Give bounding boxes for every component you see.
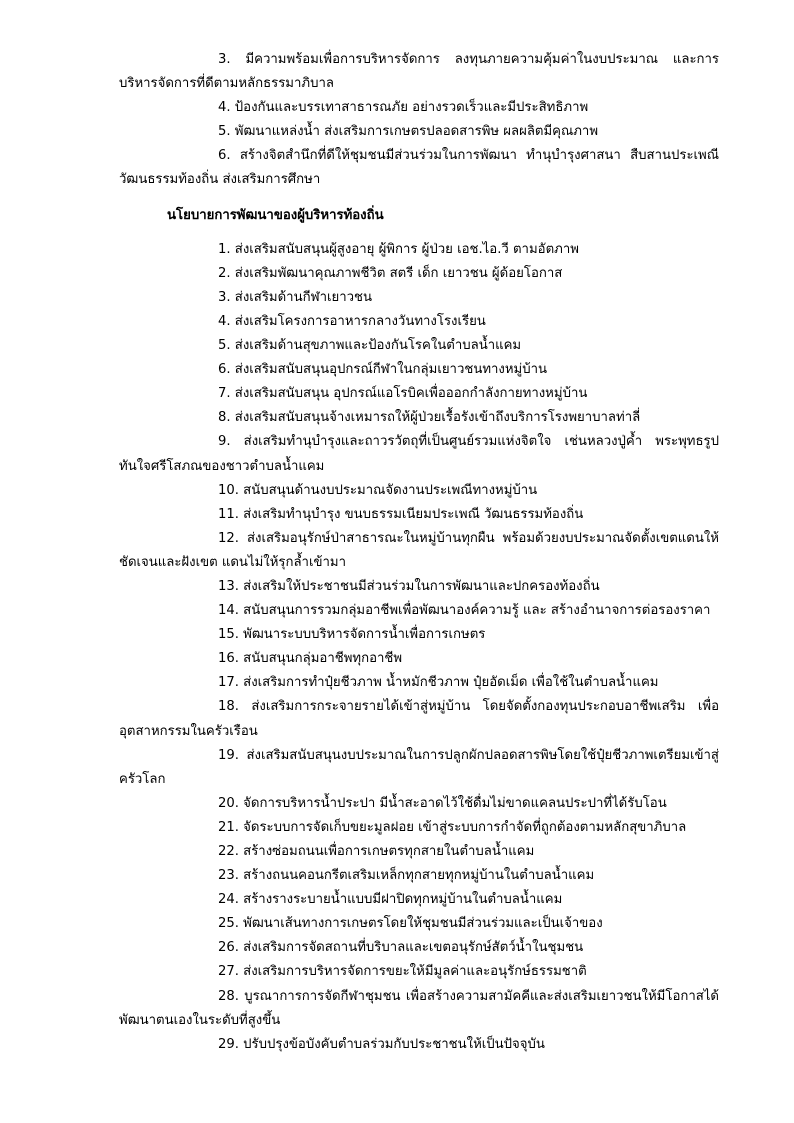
policy-item-14: 14. สนับสนุนการรวมกลุ่มอาชีพเพื่อพัฒนาองค์ความรู้ และ สร้างอำนาจการต่อรองราคา: [218, 603, 711, 619]
policy-item-27: 27. ส่งเสริมการบริหารจัดการขยะให้มีมูลค่าและอนุรักษ์ธรรมชาติ: [218, 964, 587, 980]
policy-item-1: 1. ส่งเสริมสนับสนุนผู้สูงอายุ ผู้พิการ ผู้ป่วย เอช.ไอ.วี ตามอัตภาพ: [218, 241, 579, 257]
policy-item-18: 18. ส่งเสริมการกระจายรายได้เข้าสู่หมู่บ้าน โดยจัดตั้งกองทุนประกอบอาชีพเสริม เพื่ออุตสาหกรรมในครัวเรือน: [119, 699, 719, 739]
policy-item-22: 22. สร้างซ่อมถนนเพื่อการเกษตรทุกสายในตำบลน้ำแคม: [218, 844, 535, 859]
policy-item-13: 13. ส่งเสริมให้ประชาชนมีส่วนร่วมในการพัฒนาและปกครองท้องถิ่น: [218, 578, 600, 594]
policy-item-17: 17. ส่งเสริมการทำปุ๋ยชีวภาพ น้ำหมักชีวภาพ ปุ๋ยอัดเม็ด เพื่อใช้ในตำบลน้ำแคม: [218, 675, 659, 691]
section-heading: นโยบายการพัฒนาของผู้บริหารท้องถิ่น: [167, 207, 384, 223]
policy-item-6: 6. ส่งเสริมสนับสนุนอุปกรณ์กีฬาในกลุ่มเยาวชนทางหมู่บ้าน: [218, 362, 548, 378]
policy-item-15: 15. พัฒนาระบบบริหารจัดการน้ำเพื่อการเกษตร: [218, 627, 486, 643]
policy-item-8: 8. ส่งเสริมสนับสนุนจ้างเหมารถให้ผู้ป่วยเรื้อรังเข้าถึงบริการโรงพยาบาลท่าลี่: [218, 410, 641, 426]
policy-item-3: 3. ส่งเสริมด้านกีฬาเยาวชน: [218, 289, 372, 305]
policy-item-29: 29. ปรับปรุงข้อบังคับตำบลร่วมกับประชาชนให้เป็นปัจจุบัน: [218, 1036, 545, 1052]
policy-item-24: 24. สร้างรางระบายน้ำแบบมีฝาปิดทุกหมู่บ้านในตำบลน้ำแคม: [218, 892, 563, 908]
policy-item-4: 4. ส่งเสริมโครงการอาหารกลางวันทางโรงเรียน: [218, 313, 486, 329]
policy-item-16: 16. สนับสนุนกลุ่มอาชีพทุกอาชีพ: [218, 651, 403, 667]
policy-item-28: 28. บูรณาการการจัดกีฬาชุมชน เพื่อสร้างความสามัคคีและส่งเสริมเยาวชนให้มีโอกาสได้พัฒนาตนเองในระดับที่สูงขึ้น: [119, 988, 719, 1028]
policy-item-9: 9. ส่งเสริมทำนุบำรุงและถาวรวัตถุที่เป็นศูนย์รวมแห่งจิตใจ เช่นหลวงปู่ค้ำ พระพุทธรูปทันใจศรีโสภณของชาวตำบลน้ำแคม: [119, 434, 719, 474]
top-item-3: 3. มีความพร้อมเพื่อการบริหารจัดการ ลงทุนภายความคุ้มค่าในงบประมาณ และการบริหารจัดการที่ดีตามหลักธรรมาภิบาล: [119, 52, 719, 92]
policy-item-12: 12. ส่งเสริมอนุรักษ์ป่าสาธารณะในหมู่บ้านทุกผืน พร้อมด้วยงบประมาณจัดตั้งเขตแดนให้ชัดเจนและฝังเขต แดนไม่ให้รุกล้ำเข้ามา: [119, 530, 719, 570]
policy-item-19: 19. ส่งเสริมสนับสนุนงบประมาณในการปลูกผักปลอดสารพิษโดยใช้ปุ๋ยชีวภาพเตรียมเข้าสู่ครัวโลก: [119, 747, 719, 787]
policy-item-21: 21. จัดระบบการจัดเก็บขยะมูลฝอย เข้าสู่ระบบการกำจัดที่ถูกต้องตามหลักสุขาภิบาล: [218, 819, 687, 835]
document-body: [119, 48, 719, 1057]
policy-item-10: 10. สนับสนุนด้านงบประมาณจัดงานประเพณีทางหมู่บ้าน: [218, 482, 538, 498]
top-item-6: 6. สร้างจิตสำนึกที่ดีให้ชุมชนมีส่วนร่วมในการพัฒนา ทำนุบำรุงศาสนา สืบสานประเพณีวัฒนธรรมท้องถิ่น ส่งเสริมการศึกษา: [119, 148, 719, 188]
policy-item-26: 26. ส่งเสริมการจัดสถานที่บริบาลและเขตอนุรักษ์สัตว์น้ำในชุมชน: [218, 940, 584, 956]
policy-item-20: 20. จัดการบริหารน้ำประปา มีน้ำสะอาดไว้ใช้ดื่มไม่ขาดแคลนประปาที่ได้รับโอน: [218, 795, 667, 811]
policy-item-7: 7. ส่งเสริมสนับสนุน อุปกรณ์แอโรบิคเพื่อออกกำลังกายทางหมู่บ้าน: [218, 386, 588, 402]
policy-item-23: 23. สร้างถนนคอนกรีตเสริมเหล็กทุกสายทุกหมู่บ้านในตำบลน้ำแคม: [218, 868, 595, 884]
policy-item-11: 11. ส่งเสริมทำนุบำรุง ขนบธรรมเนียมประเพณี วัฒนธรรมท้องถิ่น: [218, 506, 584, 522]
policy-item-2: 2. ส่งเสริมพัฒนาคุณภาพชีวิต สตรี เด็ก เยาวชน ผู้ด้อยโอกาส: [218, 265, 563, 281]
top-item-5: 5. พัฒนาแหล่งน้ำ ส่งเสริมการเกษตรปลอดสารพิษ ผลผลิตมีคุณภาพ: [218, 124, 599, 140]
policy-item-25: 25. พัฒนาเส้นทางการเกษตรโดยให้ชุมชนมีส่วนร่วมและเป็นเจ้าของ: [218, 916, 603, 932]
top-item-4: 4. ป้องกันและบรรเทาสาธารณภัย อย่างรวดเร็วและมีประสิทธิภาพ: [218, 100, 589, 116]
policy-item-5: 5. ส่งเสริมด้านสุขภาพและป้องกันโรคในตำบลน้ำแคม: [218, 338, 522, 354]
